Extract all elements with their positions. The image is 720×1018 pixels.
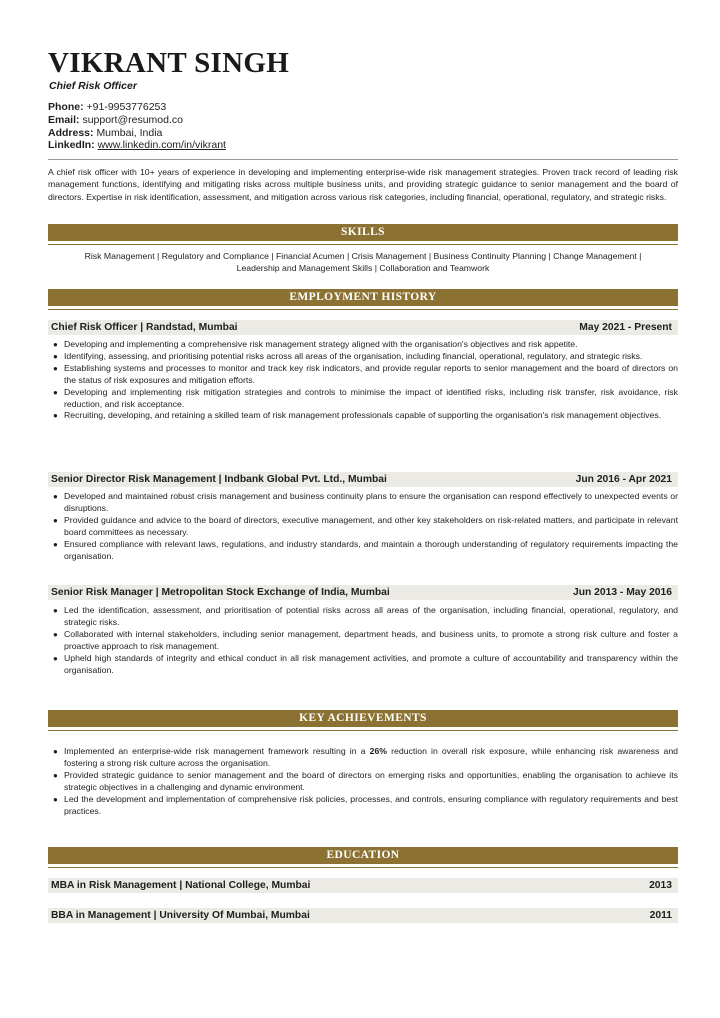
section-underline-education — [48, 867, 678, 868]
job-bullet: ● Recruiting, developing, and retaining a skilled team of risk management professionals capable of supporting the organisation's risk management objectives. — [53, 410, 662, 421]
section-underline-achievements — [48, 730, 678, 731]
header-divider — [48, 159, 678, 160]
linkedin-label: LinkedIn: — [48, 139, 95, 152]
contact-address — [48, 127, 226, 140]
job-bullet: ● Ensured compliance with relevant laws, regulations, and industry standards, and maintain a thorough understanding of regulatory requirements impacting the organisation. — [53, 538, 678, 561]
achievement-bullet: ● Implemented an enterprise-wide risk management framework resulting in a 26% reduction in overall risk exposure, while enhancing risk awareness and fostering a strong risk culture across the organisation. — [53, 746, 678, 768]
email-label: Email: — [48, 113, 80, 126]
phone-label: Phone: — [48, 101, 84, 113]
contact-email — [48, 114, 226, 127]
job-bullet: ● Developing and implementing risk mitigation strategies and controls to minimise the impact of identified risks, including risk transfer, risk avoidance, risk reduction, and risk acceptance. — [53, 386, 678, 409]
bullet-icon: ● — [53, 351, 58, 361]
bullet-icon: ● — [53, 770, 58, 780]
profile-summary: A chief risk officer with 10+ years of experience in developing and implementing enterprise-wide risk management strategies. Proven track record of leading risk management functions, identifying and mitigating risks across multiple business units, and providing strategic guidance to senior management and the board of directors. Expertise in risk identification, assessment, and mitigation across various risk categories, including financial, operational, regulatory, and strategic risks. — [48, 167, 678, 202]
job-title: Chief Risk Officer | Randstad, Mumbai — [51, 322, 238, 333]
education-year: 2011 — [649, 910, 672, 921]
job-bullet: ● Identifying, assessing, and prioritising potential risks across all areas of the organisation, including financial, operational, regulatory, and strategic risks. — [53, 350, 643, 361]
job-dates: May 2021 - Present — [579, 322, 672, 333]
bullet-icon: ● — [53, 492, 58, 501]
education-row-2 — [48, 908, 678, 923]
address-value: Mumbai, India — [96, 126, 163, 139]
education-degree: MBA in Risk Management | National College, Mumbai — [51, 880, 311, 891]
contact-block — [48, 101, 226, 152]
achievement-bullets — [48, 746, 678, 817]
job-row-3 — [48, 585, 678, 600]
job-bullet: ● Developed and maintained robust crisis management and business continuity plans to ensure the organisation can respond effectively to unexpected events or disruptions. — [53, 491, 678, 513]
contact-phone — [48, 101, 226, 114]
achievement-bullet: ● Led the development and implementation of comprehensive risk policies, processes, and controls, ensuring compliance with regulatory requirements and best practices. — [53, 793, 678, 816]
job-bullets-2 — [48, 491, 678, 562]
section-header-achievements: KEY ACHIEVEMENTS — [48, 710, 678, 727]
education-degree: BBA in Management | University Of Mumbai, Mumbai — [51, 910, 310, 921]
section-underline-employment — [48, 309, 678, 310]
skills-list: Risk Management | Regulatory and Compliance | Financial Acumen | Crisis Management | Business Continuity Planning | Change Management | Leadership and Management Skills | Collaboration and Teamwork — [84, 251, 642, 274]
education-row-1 — [48, 878, 678, 893]
bullet-icon: ● — [53, 629, 58, 639]
job-row-1 — [48, 320, 678, 335]
bullet-icon: ● — [53, 340, 58, 349]
job-bullets-3 — [48, 605, 678, 676]
job-row-2 — [48, 472, 678, 487]
bullet-icon: ● — [53, 515, 58, 525]
bullet-icon: ● — [53, 411, 58, 421]
job-bullet: ● Establishing systems and processes to monitor and track key risk indicators, and provide regular reports to senior management and the board of directors on the status of risk exposures and mitigation efforts. — [53, 362, 678, 385]
job-bullet: ● Upheld high standards of integrity and ethical conduct in all risk management activities, and promote a culture of accountability and transparency within the organisation. — [53, 652, 678, 675]
achievement-bullet: ● Provided strategic guidance to senior management and the board of directors on emerging risks and opportunities, enabling the organisation to achieve its strategic objectives in a challenging and dynamic environment. — [53, 769, 678, 792]
job-dates: Jun 2016 - Apr 2021 — [575, 474, 672, 485]
job-bullets-1 — [48, 339, 678, 422]
bullet-icon: ● — [53, 606, 58, 615]
achievement-highlight: 26% — [369, 746, 388, 756]
contact-linkedin — [48, 139, 226, 152]
address-label: Address: — [48, 126, 94, 139]
bullet-icon: ● — [53, 747, 58, 756]
section-header-skills: SKILLS — [48, 224, 678, 241]
job-bullet: ● Collaborated with internal stakeholders, including senior management, department heads, and business units, to promote a strong risk culture and foster a proactive approach to risk management. — [53, 628, 678, 651]
job-bullet: ● Provided guidance and advice to the board of directors, executive management, and other key stakeholders on risk-related matters, and participate in relevant board committees as necessary. — [53, 514, 678, 537]
bullet-icon: ● — [53, 539, 58, 549]
bullet-icon: ● — [53, 653, 58, 663]
job-bullet: ● Developing and implementing a comprehensive risk management strategy aligned with the organisation's objectives and risk appetite. — [53, 339, 578, 349]
job-bullet: ● Led the identification, assessment, and prioritisation of potential risks across all areas of the organisation, including financial, operational, regulatory, and strategic risks. — [53, 605, 678, 627]
phone-value: +91-9953776253 — [86, 101, 167, 113]
linkedin-link[interactable]: www.linkedin.com/in/vikrant — [97, 139, 226, 152]
education-year: 2013 — [649, 880, 672, 891]
section-header-education: EDUCATION — [48, 847, 678, 864]
bullet-icon: ● — [53, 794, 58, 804]
candidate-title: Chief Risk Officer — [49, 80, 137, 92]
email-value[interactable]: support@resumod.co — [82, 113, 183, 126]
candidate-name: VIKRANT SINGH — [48, 47, 290, 79]
job-title: Senior Director Risk Management | Indbank Global Pvt. Ltd., Mumbai — [51, 474, 387, 485]
job-title: Senior Risk Manager | Metropolitan Stock Exchange of India, Mumbai — [51, 587, 390, 598]
section-header-employment: EMPLOYMENT HISTORY — [48, 289, 678, 306]
section-underline-skills — [48, 244, 678, 245]
job-dates: Jun 2013 - May 2016 — [572, 587, 672, 598]
bullet-icon: ● — [53, 387, 58, 397]
bullet-icon: ● — [53, 363, 58, 373]
